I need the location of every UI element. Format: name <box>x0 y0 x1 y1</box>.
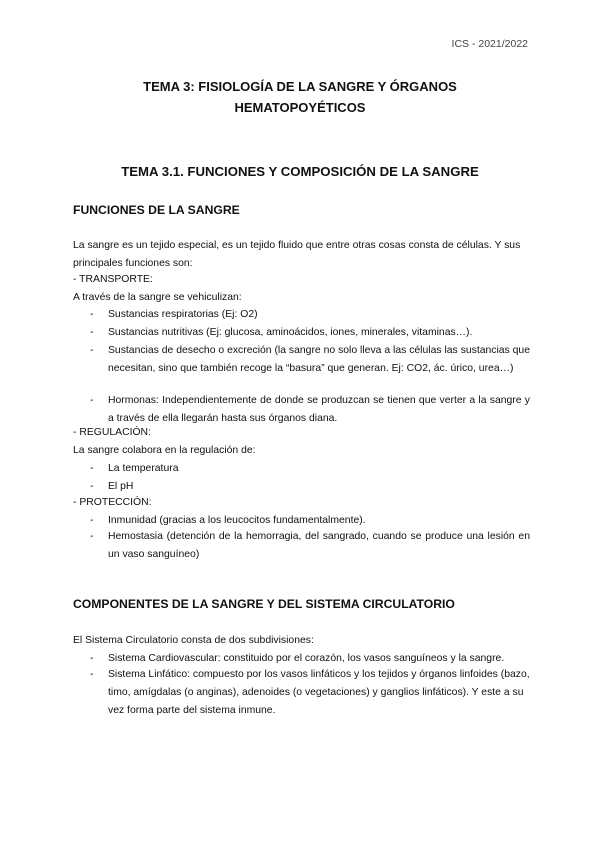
list-item-text: Sustancias respiratorias (Ej: O2) <box>108 309 258 320</box>
bullet-dash: - <box>90 653 94 664</box>
list-item-text: Hormonas: Independientemente de donde se produzcan se tienen que verter a la sangre y a través de ella llegarán hasta sus órganos diana. <box>108 395 530 424</box>
course-header: ICS - 2021/2022 <box>451 38 528 50</box>
bullet-dash: - <box>90 531 94 542</box>
document-title-line2: HEMATOPOYÉTICOS <box>234 100 366 115</box>
bullet-dash: - <box>90 669 94 680</box>
bullet-dash: - <box>90 345 94 356</box>
transport-lead: A través de la sangre se vehiculizan: <box>73 292 242 303</box>
bullet-dash: - <box>90 395 94 406</box>
list-item-text: Sustancias de desecho o excreción (la sangre no solo lleva a las células las sustancias que necesitan, sino que también recoge la “basura” que generan. Ej: CO2, ác. úrico, urea…) <box>108 345 530 374</box>
document-title-line1: TEMA 3: FISIOLOGÍA DE LA SANGRE Y ÓRGANOS <box>143 79 457 94</box>
section-subtitle: TEMA 3.1. FUNCIONES Y COMPOSICIÓN DE LA SANGRE <box>121 164 479 179</box>
transport-label: - TRANSPORTE: <box>73 274 153 285</box>
list-item <box>90 666 530 720</box>
list-item-text: Sistema Linfático: compuesto por los vasos linfáticos y los tejidos y órganos linfoides (bazo, timo, amígdalas (o anginas), adenoides (o vegetaciones) y ganglios linfáticos). Y este a su vez forma parte del sistema inmune. <box>108 669 530 716</box>
list-item <box>90 392 530 428</box>
regulation-lead: La sangre colabora en la regulación de: <box>73 445 256 456</box>
list-item-text: Inmunidad (gracias a los leucocitos fundamentalmente). <box>108 515 366 526</box>
bullet-dash: - <box>90 481 94 492</box>
section1-intro: La sangre es un tejido especial, es un tejido fluido que entre otras cosas consta de células. Y sus principales funciones son: <box>73 240 521 269</box>
list-item <box>90 478 530 496</box>
list-item <box>90 460 530 478</box>
section2-intro: El Sistema Circulatorio consta de dos subdivisiones: <box>73 635 314 646</box>
list-item-text: Sustancias nutritivas (Ej: glucosa, aminoácidos, iones, minerales, vitaminas…). <box>108 327 473 338</box>
protection-label: - PROTECCIÓN: <box>73 497 152 508</box>
bullet-dash: - <box>90 327 94 338</box>
bullet-dash: - <box>90 515 94 526</box>
section1-heading: FUNCIONES DE LA SANGRE <box>73 203 240 217</box>
list-item-text: El pH <box>108 481 134 492</box>
bullet-dash: - <box>90 309 94 320</box>
list-item-text: Hemostasia (detención de la hemorragia, del sangrado, cuando se produce una lesión en un vaso sanguíneo) <box>108 531 530 560</box>
list-item-text: Sistema Cardiovascular: constituido por el corazón, los vasos sanguíneos y la sangre. <box>108 653 505 664</box>
list-item <box>90 306 530 324</box>
section2-heading: COMPONENTES DE LA SANGRE Y DEL SISTEMA CIRCULATORIO <box>73 597 455 611</box>
list-item <box>90 342 530 378</box>
regulation-label: - REGULACIÓN: <box>73 427 151 438</box>
list-item <box>90 324 530 342</box>
bullet-dash: - <box>90 463 94 474</box>
list-item-text: La temperatura <box>108 463 179 474</box>
list-item <box>90 528 530 564</box>
